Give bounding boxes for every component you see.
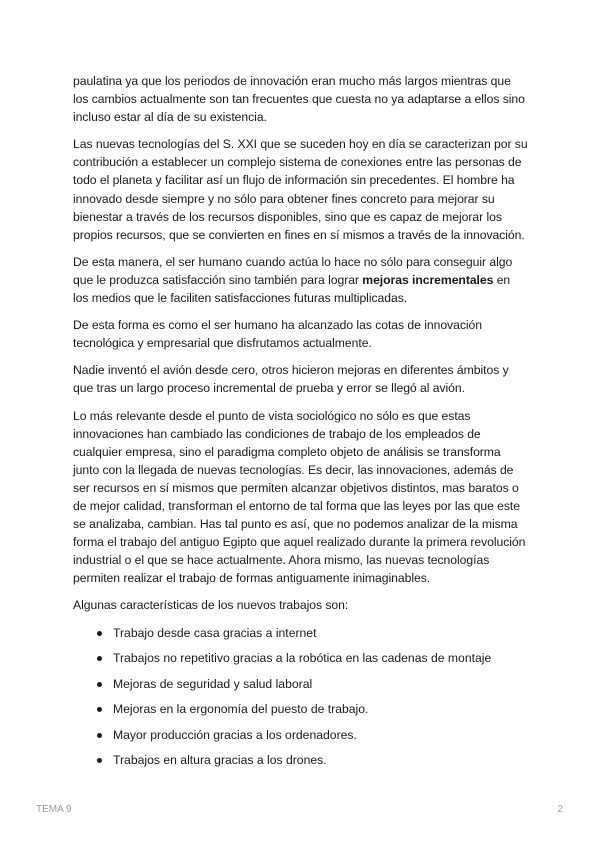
bullet-icon (97, 707, 102, 712)
document-body (73, 72, 528, 777)
bullet-icon (97, 758, 102, 763)
paragraph-7: Algunas características de los nuevos trabajos son: (73, 598, 349, 613)
list-item-text: Trabajo desde casa gracias a internet (113, 625, 317, 640)
list-item-text: Mejoras en la ergonomía del puesto de trabajo. (113, 702, 369, 717)
paragraph-4: De esta forma es como el ser humano ha alcanzado las cotas de innovación tecnológica y empresarial que disfrutamos actualmente. (73, 318, 482, 351)
paragraph-3-text-after: en los medios que le faciliten satisfacciones futuras multiplicadas. (73, 272, 511, 306)
paragraph-5: Nadie inventó el avión desde cero, otros hicieron mejoras en diferentes ámbitos y que tras un largo proceso incremental de prueba y error se llegó al avión. (73, 363, 509, 396)
list-item-text: Trabajos no repetitivo gracias a la robótica en las cadenas de montaje (113, 651, 492, 666)
list-item-text: Mejoras de seguridad y salud laboral (113, 676, 313, 691)
page-number: 2 (557, 804, 563, 815)
list-item (73, 624, 528, 642)
bullet-icon (97, 631, 102, 636)
list-item (73, 751, 528, 769)
bullet-icon (97, 733, 102, 738)
bullet-icon (97, 682, 102, 687)
paragraph-6: Lo más relevante desde el punto de vista sociológico no sólo es que estas innovaciones han cambiado las condiciones de trabajo de los empleados de cualquier empresa, sino el paradigma completo objeto de análisis se transforma junto con la llegada de nuevas tecnologías. Es decir, las innovaciones, además de ser recursos en sí mismos que permiten alcanzar objetivos distintos, mas baratos o de mejor calidad, transforman el entorno de tal forma que las leyes por las que este se analizaba, cambian. Has tal punto es así, que no podemos analizar de la misma forma el trabajo del antiguo Egipto que aquel realizado durante la primera revolución industrial o el que se hace actualmente. Ahora mismo, las nuevas tecnologías permiten realizar el trabajo de formas antiguamente inimaginables. (73, 408, 526, 586)
features-list (73, 624, 528, 770)
paragraph-2: Las nuevas tecnologías del S. XXI que se suceden hoy en día se caracterizan por su contribución a establecer un complejo sistema de conexiones entre las personas de todo el planeta y facilitar así un flujo de información sin precedentes. El hombre ha innovado desde siempre y no sólo para obtener fines concreto para mejorar su bienestar a través de los recursos disponibles, sino que es capaz de mejorar los propios recursos, que se convierten en fines en sí mismos a través de la innovación. (73, 137, 528, 242)
list-item (73, 726, 528, 744)
list-item-text: Mayor producción gracias a los ordenadores. (113, 727, 357, 742)
list-item (73, 700, 528, 718)
bold-phrase-mejoras-incrementales: mejoras incrementales (362, 272, 494, 287)
list-item (73, 675, 528, 693)
list-item (73, 649, 528, 667)
bullet-icon (97, 656, 102, 661)
list-item-text: Trabajos en altura gracias a los drones. (113, 753, 327, 768)
paragraph-3 (73, 253, 528, 307)
footer-section-label: TEMA 9 (36, 804, 72, 815)
paragraph-1: paulatina ya que los periodos de innovación eran mucho más largos mientras que los cambios actualmente son tan frecuentes que cuesta no ya adaptarse a ellos sino incluso estar al día de su existencia. (73, 74, 525, 125)
paragraph-3-text-before: De esta manera, el ser humano cuando actúa lo hace no sólo para conseguir algo que le produzca satisfacción sino también para lograr (73, 254, 513, 287)
